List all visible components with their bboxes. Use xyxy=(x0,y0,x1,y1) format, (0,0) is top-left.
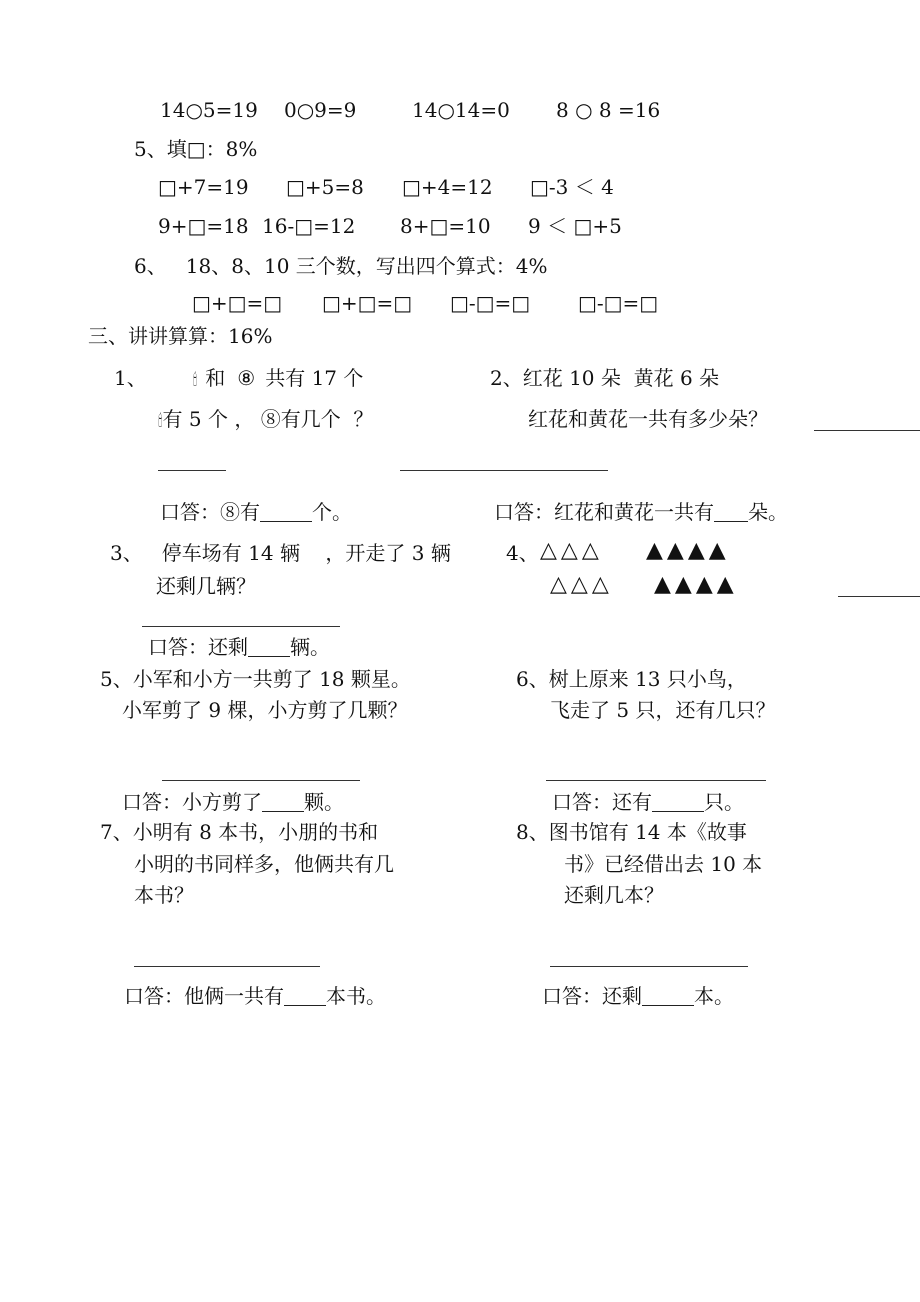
outline-triangles-row-2: △△△ xyxy=(550,572,613,597)
candle-icon: 🕯 xyxy=(192,370,198,389)
ball-icon: ⑧ xyxy=(237,366,256,390)
p8-answer-suffix: 本。 xyxy=(694,984,734,1008)
p5-answer-blank[interactable] xyxy=(262,791,304,812)
p6-answer-prefix: 口答：还有 xyxy=(552,790,652,814)
p7-line-1: 7、小明有 8 本书，小朋的书和 xyxy=(100,820,379,844)
p1-answer xyxy=(160,499,352,525)
p6-work-line xyxy=(546,780,766,781)
p1-question: 有 5 个 ， ⑧有几个 ？ xyxy=(162,407,374,431)
p6-answer-blank[interactable] xyxy=(652,791,704,812)
q5-r2-c1: 9+□=18 xyxy=(158,214,249,238)
p5-answer-suffix: 颗。 xyxy=(304,790,344,814)
p3-answer-prefix: 口答：还剩 xyxy=(148,635,248,659)
p8-answer-blank[interactable] xyxy=(642,985,694,1006)
filled-triangles-row-2: ▲▲▲▲ xyxy=(654,572,738,597)
p7-answer-prefix: 口答：他俩一共有 xyxy=(124,984,284,1008)
p3-line-1: 3、 停车场有 14 辆 ，开走了 3 辆 xyxy=(110,541,451,565)
p6-answer xyxy=(552,789,744,815)
outline-triangles-row-1: △△△ xyxy=(540,538,603,563)
q4-eq-4: 8 ○ 8 =16 xyxy=(556,98,661,122)
q4-eq-3: 14○14=0 xyxy=(412,98,510,122)
q6-eq-1: □+□=□ xyxy=(192,291,283,315)
p5-line-2: 小军剪了 9 棵，小方剪了几颗？ xyxy=(122,698,408,722)
p7-answer xyxy=(124,983,386,1009)
p8-line-1: 8、图书馆有 14 本《故事 xyxy=(516,820,747,844)
p5-work-line xyxy=(162,780,360,781)
p7-work-line xyxy=(134,966,320,967)
q5-r2-c4: 9 ＜ □+5 xyxy=(528,214,622,238)
p2-answer-blank[interactable] xyxy=(714,501,748,522)
p1-number: 1、 xyxy=(114,366,147,390)
q4-eq-1: 14○5=19 xyxy=(160,98,258,122)
p8-work-line xyxy=(550,966,748,967)
q6-eq-2: □+□=□ xyxy=(322,291,413,315)
p5-answer xyxy=(122,789,344,815)
q5-title: 5、填□：8% xyxy=(134,137,258,161)
p8-answer-prefix: 口答：还剩 xyxy=(542,984,642,1008)
p1-and: 和 xyxy=(205,366,226,390)
filled-triangles-row-1: ▲▲▲▲ xyxy=(646,538,730,563)
p3-line-2: 还剩几辆？ xyxy=(156,574,256,598)
q5-r2-c3: 8+□=10 xyxy=(400,214,491,238)
p8-answer xyxy=(542,983,734,1009)
p2-answer-suffix: 朵。 xyxy=(748,500,788,524)
p7-line-3: 本书？ xyxy=(134,883,194,907)
q6-eq-3: □-□=□ xyxy=(450,291,531,315)
q5-r1-c2: □+5=8 xyxy=(286,175,364,199)
p6-line-1: 6、树上原来 13 只小鸟， xyxy=(516,667,747,691)
p1-work-line-1 xyxy=(158,470,226,471)
p3-answer-suffix: 辆。 xyxy=(290,635,330,659)
p6-answer-suffix: 只。 xyxy=(704,790,744,814)
p6-line-2: 飞走了 5 只，还有几只？ xyxy=(550,698,776,722)
q5-r1-c3: □+4=12 xyxy=(402,175,493,199)
p1-answer-blank[interactable] xyxy=(260,501,312,522)
p3-work-line xyxy=(142,626,340,627)
p5-line-1: 5、小军和小方一共剪了 18 颗星。 xyxy=(100,667,411,691)
p1-line-1 xyxy=(114,365,363,393)
p7-answer-suffix: 本书。 xyxy=(326,984,386,1008)
section-3-title: 三、讲讲算算：16% xyxy=(88,324,273,348)
q5-r1-c4: □-3 ＜ 4 xyxy=(530,175,614,199)
p2-answer xyxy=(494,499,788,525)
p5-answer-prefix: 口答：小方剪了 xyxy=(122,790,262,814)
q5-r1-c1: □+7=19 xyxy=(158,175,249,199)
q6-title: 6、 18、8、10 三个数，写出四个算式：4% xyxy=(134,254,548,278)
p2-answer-prefix: 口答：红花和黄花一共有 xyxy=(494,500,714,524)
p1-answer-prefix: 口答：⑧有 xyxy=(160,500,260,524)
p3-answer-blank[interactable] xyxy=(248,636,290,657)
p1-work-line-2 xyxy=(400,470,608,471)
p8-line-2: 书》已经借出去 10 本 xyxy=(564,852,763,876)
p7-answer-blank[interactable] xyxy=(284,985,326,1006)
p4-number: 4、 xyxy=(506,541,539,565)
p1-line-2 xyxy=(158,406,373,434)
p2-work-line xyxy=(814,430,920,431)
q4-eq-2: 0○9=9 xyxy=(284,98,357,122)
p7-line-2: 小明的书同样多，他俩共有几 xyxy=(134,852,394,876)
candle-icon: 🕯 xyxy=(158,411,163,430)
p1-answer-suffix: 个。 xyxy=(312,500,352,524)
p2-line-2: 红花和黄花一共有多少朵？ xyxy=(528,407,768,431)
p4-work-line xyxy=(838,596,920,597)
p1-total: 共有 17 个 xyxy=(265,366,364,390)
q5-r2-c2: 16-□=12 xyxy=(262,214,356,238)
p2-line-1: 2、红花 10 朵 黄花 6 朵 xyxy=(490,366,720,390)
p3-answer xyxy=(148,634,330,660)
p8-line-3: 还剩几本？ xyxy=(564,883,664,907)
q6-eq-4: □-□=□ xyxy=(578,291,659,315)
